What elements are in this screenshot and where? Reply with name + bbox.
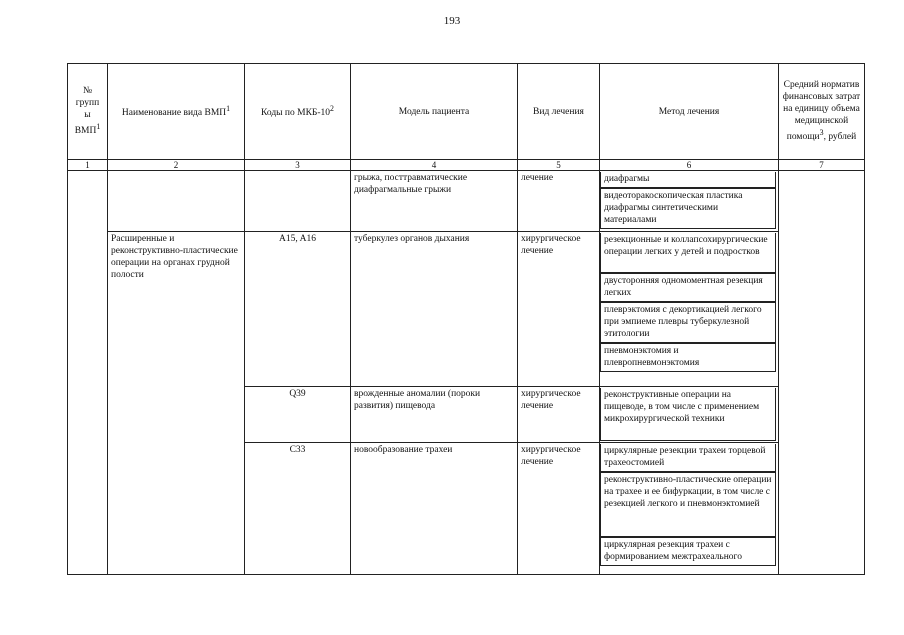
patient-model-cell: новообразование трахеи [351,443,518,575]
header-cost-standard-text: Средний норматив финансовых затрат на единицу объема медицинской помощи [782,80,861,143]
method-item: видеоторакоскопическая пластика диафрагмы синтетическими материалами [600,188,776,229]
vmp-name-cell: Расширенные и реконструктивно-пластические операции на органах грудной полости [108,232,245,575]
method-item: реконструктивные операции на пищеводе, в том числе с применением микрохирургической техники [600,388,776,441]
header-group-number-line1: № [82,86,93,97]
header-treatment-type-text: Вид лечения [533,106,584,117]
header-treatment-type [518,64,600,160]
treatment-method-cell [600,387,779,443]
header-vmp-name-text: Наименование вида ВМП [121,108,227,119]
header-group-number-footnote: 1 [96,122,101,132]
treatment-type-cell: хирургическое лечение [518,232,600,387]
header-row [68,64,865,160]
header-cost-standard [779,64,865,160]
icd-codes-cell: Q39 [245,387,351,443]
header-vmp-name [108,64,245,160]
treatment-type-cell: хирургическое лечение [518,443,600,575]
treatment-type-cell: лечение [518,171,600,232]
patient-model-cell: грыжа, посттравматические диафрагмальные грыжи [351,171,518,232]
method-item: двусторонняя одномоментная резекция легких [600,273,776,302]
page-number: 193 [443,15,461,27]
icd-codes-cell: A15, A16 [245,232,351,387]
header-icd-codes-text: Коды по МКБ-10 [261,108,331,119]
column-number: 7 [779,160,865,171]
header-patient-model-text: Модель пациента [398,106,470,117]
column-number-row [68,160,865,171]
header-group-number-line2: групп [75,98,100,109]
treatment-method-cell [600,232,779,387]
header-group-number-line4: ВМП [74,126,97,137]
method-item: плеврэктомия с декортикацией легкого при эмпиеме плевры туберкулезной этитологии [600,302,776,343]
column-number: 5 [518,160,600,171]
table-row [68,171,865,232]
method-item: циркулярные резекции трахеи торцевой трахеостомией [600,444,776,472]
header-group-number-line3: ы [84,110,91,121]
patient-model-cell: врожденные аномалии (пороки развития) пищевода [351,387,518,443]
vmp-table-container [67,63,865,575]
vmp-name-cell [108,171,245,232]
group-number-cell [68,171,108,575]
cost-standard-cell [779,171,865,575]
table-row [68,232,865,387]
method-item: реконструктивно-пластические операции на трахее и ее бифуркации, в том числе с резекцией легкого и пневмонэктомией [600,472,776,537]
column-number: 3 [245,160,351,171]
header-treatment-method-text: Метод лечения [658,106,720,117]
header-icd-codes [245,64,351,160]
treatment-method-cell [600,443,779,575]
header-icd-codes-footnote: 2 [330,104,334,114]
header-treatment-method [600,64,779,160]
vmp-table [67,63,865,575]
column-number: 2 [108,160,245,171]
header-patient-model [351,64,518,160]
header-cost-standard-unit: , рублей [823,132,857,143]
header-vmp-name-footnote: 1 [226,104,231,114]
icd-codes-cell [245,171,351,232]
method-item: пневмонэктомия и плевропневмонэктомия [600,343,776,372]
method-item: диафрагмы [600,172,776,188]
method-item: циркулярная резекция трахеи с формированием межтрахеального [600,537,776,566]
column-number: 6 [600,160,779,171]
patient-model-cell: туберкулез органов дыхания [351,232,518,387]
header-cost-standard-footnote: 3 [819,128,824,138]
method-item: резекционные и коллапсохирургические операции легких у детей и подростков [600,233,776,273]
treatment-method-cell [600,171,779,232]
treatment-type-cell: хирургическое лечение [518,387,600,443]
icd-codes-cell: C33 [245,443,351,575]
header-group-number [68,64,108,160]
column-number: 1 [68,160,108,171]
column-number: 4 [351,160,518,171]
